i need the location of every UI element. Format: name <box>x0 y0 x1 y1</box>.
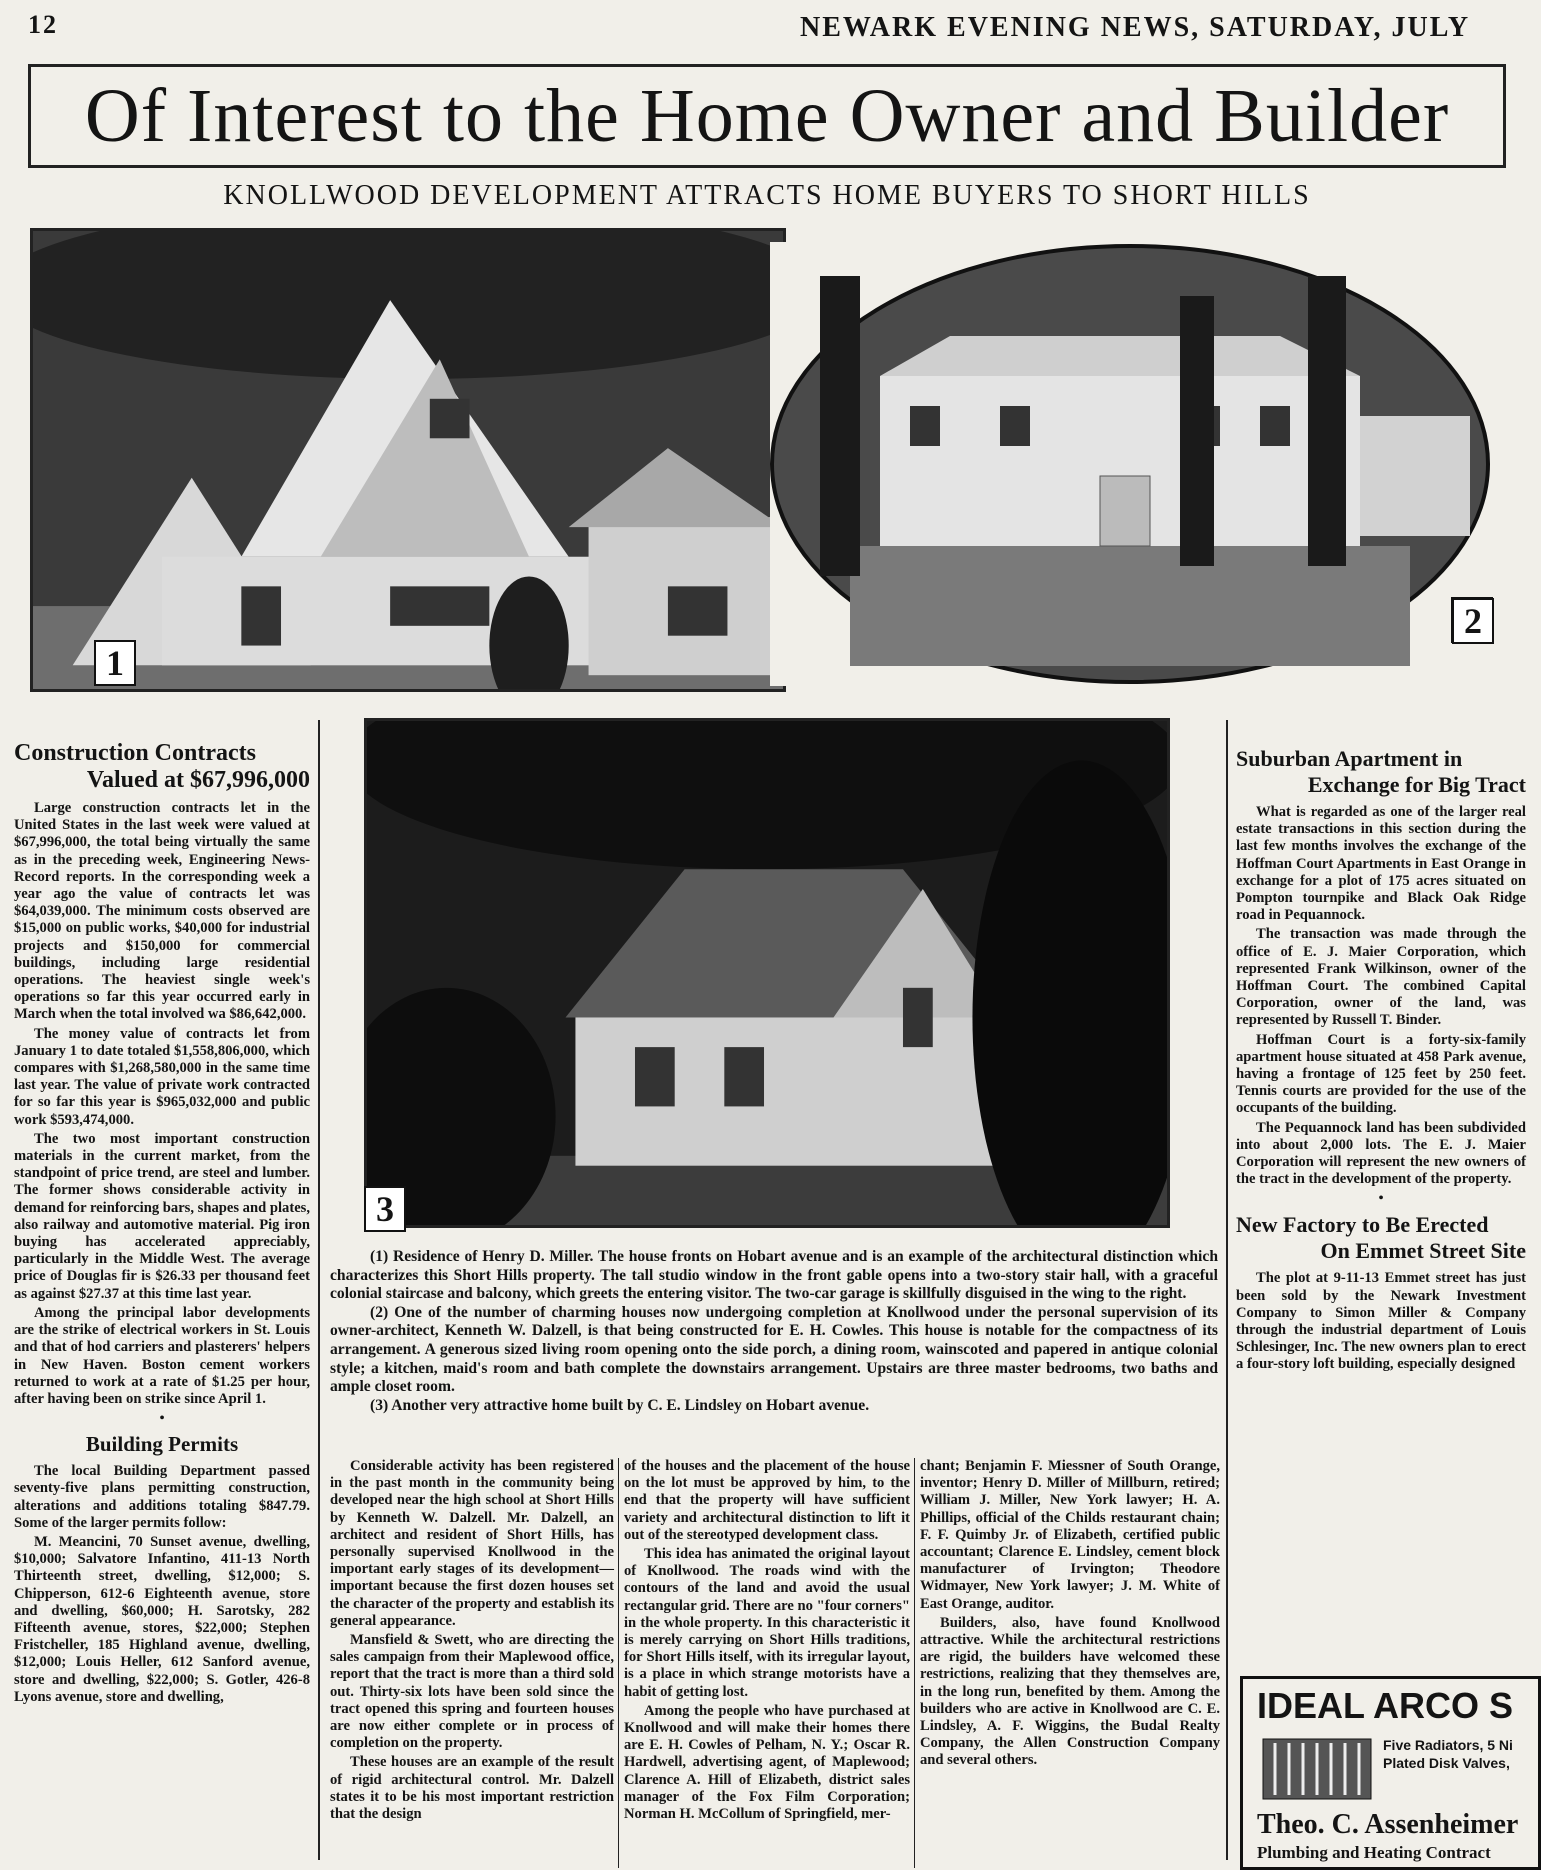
caption-3: (3) Another very attractive home built by C. E. Lindsley on Hobart avenue. <box>370 1396 870 1414</box>
story-paragraph: Considerable activity has been registered in the past month in the community being developed near the high school at Short Hills by Kenneth W. Dalzell. Mr. Dalzell, an architect and resident of Short Hills, has personally supervised Knollwood in the important early stages of its development—important because the first dozen houses set the character of the property and establish its general appearance. <box>330 1458 614 1629</box>
ad-title: IDEAL ARCO S <box>1257 1685 1514 1726</box>
story-paragraph: Among the people who have purchased at Knollwood and will make their homes there are E. H. Cowles of Pelham, N. Y.; Oscar R. Hardwell, advertising agent, of Maplewood; Clarence A. Hill of Elizabeth, district sales manager of the Fox Film Corporation; Norman H. McCollum of Springfield, mer- <box>624 1702 910 1823</box>
construction-body <box>14 800 310 1408</box>
caption-1: (1) Residence of Henry D. Miller. The house fronts on Hobart avenue and is an example of the architectural distinction which characterizes this Short Hills property. The tall studio window in the front gable opens into a two-story stair hall, with a graceful colonial staircase and balcony, which greets the entering visitor. The two-car garage is skillfully disguised in the wing to the right. <box>330 1248 1218 1303</box>
section-banner <box>28 64 1506 168</box>
story-paragraph: Builders, also, have found Knollwood attractive. While the architectural restrictions are rigid, the builders have welcomed these restrictions, realizing that they themselves are, in the long run, benefited by them. Among the builders who are active in Knollwood are C. E. Lindsley, A. F. Wiggins, the Budal Realty Company, the Allen Construction Company and several others. <box>920 1614 1220 1769</box>
advertisement <box>1240 1676 1541 1870</box>
story-paragraph: chant; Benjamin F. Miessner of South Orange, inventor; Henry D. Miller of Millburn, retired; William J. Miller, New York lawyer; H. A. Phillips, official of the Childs restaurant chain; F. F. Quimby Jr. of Elizabeth, certified public accountant; Clarence E. Lindsley, cement block manufacturer of Irvington; Theodore Widmayer, New York lawyer; J. M. White of East Orange, auditor. <box>920 1458 1220 1612</box>
ad-line-1: Five Radiators, 5 Ni <box>1383 1737 1513 1753</box>
photo-number-1: 1 <box>94 640 136 686</box>
house-1-illustration <box>33 231 783 689</box>
section-title: Of Interest to the Home Owner and Builder <box>84 73 1450 158</box>
photo-captions <box>330 1248 1218 1415</box>
permits-paragraph: The local Building Department passed seventy-five plans permitting construction, alterations and additions totaling $847.79. Some of the larger permits follow: <box>14 1463 310 1531</box>
column-separator: • <box>159 1410 165 1428</box>
apartment-paragraph: The Pequannock land has been subdivided into about 2,000 lots. The E. J. Maier Corporation will represent the new owners of the tract in the development of the property. <box>1236 1119 1526 1188</box>
construction-heading-line2: Valued at $67,996,000 <box>86 767 310 793</box>
apartment-story <box>1236 746 1526 1376</box>
main-story-col3 <box>920 1458 1220 1772</box>
construction-heading-line1: Construction Contracts <box>14 740 256 766</box>
construction-paragraph: The money value of contracts let from January 1 to date totaled $1,558,806,000, which compares with $1,268,580,000 in the same time last year. The value of private work contracted for so far this year is $965,032,000 and public work $593,474,000. <box>14 1025 310 1128</box>
photo-house-1 <box>30 228 786 692</box>
factory-paragraph: The plot at 9-11-13 Emmet street has just been sold by the Newark Investment Company to Simon Miller & Company through the industrial department of Louis Schlesinger, Inc. The new owners plan to erect a four-story loft building, especially designed <box>1236 1270 1526 1373</box>
photo-house-2 <box>760 236 1498 692</box>
page-number: 12 <box>28 10 58 39</box>
permits-paragraph: M. Meancini, 70 Sunset avenue, dwelling, $10,000; Salvatore Infantino, 411-13 North Thirteenth street, dwelling, $12,000; S. Chipperson, 612-6 Eighteenth avenue, store and dwelling, $60,000; H. Sarotsky, 282 Fifteenth avenue, stores, $22,000; Stephen Fristcheller, 185 Highland avenue, dwelling, $12,000; Louis Heller, 612 Sanford avenue, store and dwelling, $22,000; S. Gotler, 426-8 Lyons avenue, store and dwelling, <box>14 1533 310 1705</box>
main-story-col2 <box>624 1458 910 1825</box>
running-head <box>0 6 1541 46</box>
ad-line-2: Plated Disk Valves, <box>1383 1755 1510 1771</box>
photo-house-3 <box>364 718 1170 1228</box>
subheadline: KNOLLWOOD DEVELOPMENT ATTRACTS HOME BUYERS TO SHORT HILLS <box>223 180 1311 211</box>
apartment-paragraph: The transaction was made through the office of E. J. Maier Corporation, which represented Frank Wilkinson, owner of the Hoffman Court. The combined Capital Corporation, owner of the land, was represented by Russell T. Binder. <box>1236 926 1526 1029</box>
story-paragraph: of the houses and the placement of the house on the lot must be approved by him, to the end that the property will have sufficient variety and architectural distinction to lift it out of the stereotyped development class. <box>624 1458 910 1543</box>
photo-number-3: 3 <box>364 1186 406 1232</box>
factory-heading-line2: On Emmet Street Site <box>1320 1238 1526 1264</box>
story-paragraph: Mansfield & Swett, who are directing the sales campaign from their Maplewood office, report that the tract is more than a third sold out. Thirty-six lots have been sold since the tract opened this spring and fourteen houses are now either complete or in process of completion on the property. <box>330 1632 614 1752</box>
story-paragraph: These houses are an example of the result of rigid architectural control. Mr. Dalzell states it to be his most important restriction that the design <box>330 1754 614 1823</box>
column-separator: • <box>1378 1190 1384 1208</box>
ad-company: Theo. C. Assenheimer <box>1257 1809 1519 1840</box>
column-rule <box>318 720 320 1860</box>
permits-body <box>14 1463 310 1706</box>
apartment-body <box>1236 804 1526 1188</box>
house-3-illustration <box>367 721 1167 1225</box>
construction-paragraph: Large construction contracts let in the United States in the last week were valued at $67,996,000, the total being virtually the same as in the preceding week, Engineering News-Record reports. In the corresponding week a year ago the value of contracts let was $64,039,000. The minimum costs observed are $15,000 on public works, $40,000 for industrial projects and $150,000 for commercial buildings, including large residential operations. The heaviest single week's operations so far this year occurred early in March when the total involved wa $86,642,000. <box>14 800 310 1023</box>
construction-paragraph: The two most important construction materials in the current market, from the standpoint of price trend, are steel and lumber. The former shows considerable activity in demand for reinforcing bars, shapes and plates, also railway and automotive material. Pig iron buying has accelerated appreciably, particularly in the Middle West. The average price of Douglas fir is $26.33 per thousand feet as against $27.37 at this time last year. <box>14 1130 310 1302</box>
permits-heading: Building Permits <box>85 1432 239 1457</box>
apartment-paragraph: Hoffman Court is a forty-six-family apartment house situated at 458 Park avenue, having a frontage of 125 feet by 250 feet. Tennis courts are provided for the use of the occupants of the building. <box>1236 1031 1526 1117</box>
factory-body <box>1236 1270 1526 1373</box>
story-paragraph: This idea has animated the original layout of Knollwood. The roads wind with the contours of the land and avoid the usual rectangular grid. There are no "four corners" in the whole property. In this characteristic it is merely carrying on Short Hills traditions, for Short Hills itself, with its irregular layout, is a place in which strange motorists have a habit of getting lost. <box>624 1546 910 1700</box>
column-rule <box>914 1458 915 1868</box>
house-2-illustration <box>760 236 1498 692</box>
main-story-col1 <box>330 1458 614 1825</box>
apartment-heading-line1: Suburban Apartment in <box>1236 746 1463 771</box>
construction-story <box>14 740 310 1708</box>
apartment-heading-line2: Exchange for Big Tract <box>1307 772 1526 797</box>
factory-heading-line1: New Factory to Be Erected <box>1236 1212 1489 1238</box>
photo-number-2: 2 <box>1452 598 1494 644</box>
caption-2: (2) One of the number of charming houses now undergoing completion at Knollwood under the personal supervision of its owner-architect, Kenneth W. Dalzell, is that being constructed for E. H. Cowles. This house is notable for the compactness of its arrangement. A generous sized living room opening onto the side porch, a dining room, wainscoted and papered in antique colonial style; a kitchen, maid's room and bath complete the downstairs arrangement. Upstairs are three master bedrooms, two baths and ample closet room. <box>330 1303 1218 1396</box>
radiator-icon <box>1257 1735 1377 1805</box>
ad-trade: Plumbing and Heating Contract <box>1257 1843 1491 1862</box>
newspaper-running-head: NEWARK EVENING NEWS, SATURDAY, JULY <box>800 12 1471 43</box>
construction-paragraph: Among the principal labor developments are the strike of electrical workers in St. Louis and that of hod carriers and plasterers' helpers in New Haven. Boston cement workers returned to work at a rate of $1.25 per hour, after having been on strike since April 1. <box>14 1304 310 1407</box>
column-rule <box>618 1458 619 1868</box>
apartment-paragraph: What is regarded as one of the larger real estate transactions in this section during the last few months involves the exchange of the Hoffman Court Apartments in East Orange in exchange for a plot of 175 acres situated on Pompton tournpike and Black Oak Ridge road in Pequannock. <box>1236 804 1526 924</box>
column-rule <box>1226 720 1228 1860</box>
